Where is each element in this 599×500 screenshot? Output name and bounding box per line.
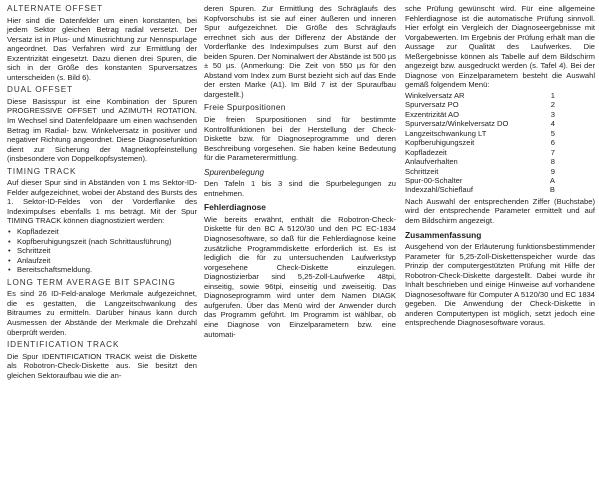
paragraph-identification-track: Die Spur IDENTIFICATION TRACK weist die Diskette als Robotron-Check-Diskette aus. Sie besitzt den gleichen Sektoraufbau wie die an-	[7, 351, 197, 380]
menu-code: B	[549, 185, 555, 195]
heading-identification-track: IDENTIFICATION TRACK	[7, 340, 120, 350]
menu-label: Spur-00-Schalter	[405, 176, 463, 185]
heading-zusammenfassung: Zusammenfassung	[405, 229, 482, 240]
paragraph-continuation: deren Spuren. Zur Ermittlung des Schräglaufs des Kopfvorschubs ist sie auf einer äußeren und inneren Spur aufgezeichnet. Die Größe des Schräglaufs errechnet sich aus der Differenz der Abstände der Vorderflanke des Indeximpulses zum Burst auf den beiden Spuren. Der Nominalwert der Abstände ist 500 µs ± 50 µs. (Anmerkung: Die Zeit von 550 µs für den Abstand vom Index zum Burst bezieht sich auf das Ende der ersten Marke (A1). Im Bild 7 ist der Spuraufbau dargestellt.)	[204, 4, 396, 99]
heading-timing-track: TIMING TRACK	[7, 166, 77, 176]
menu-label: Anlaufverhalten	[405, 157, 458, 167]
table-row	[405, 119, 555, 128]
menu-code: 2	[550, 100, 555, 110]
menu-label: Langzeitschwankung LT	[405, 128, 487, 138]
menu-label: Kopfladezeit	[405, 147, 447, 157]
menu-code: 3	[550, 109, 555, 119]
paragraph-alternate-offset: Hier sind die Datenfelder um einen konstanten, bei jedem Sektor gleichen Betrag radial versetzt. Der Versatz ist in Plus- und Minusrichtung zur Nennspurlage angeordnet. Das Verfahren wird zur Ermittlung der Exzentrizität eingesetzt. Dazu dienen drei Spuren, die sich in der Größe des konstanten Spurversatzes unterscheiden (s. Bild 6).	[7, 15, 197, 82]
paragraph-after-menu: Nach Auswahl der entsprechenden Ziffer (Buchstabe) wird der entsprechende Parameter ermittelt und auf dem Bildschirm angezeigt.	[405, 196, 595, 225]
table-row	[405, 157, 555, 166]
paragraph-dual-offset: Diese Basisspur ist eine Kombination der Spuren PROGRESSIVE OFFSET und AZIMUTH ROTATION. Im Wechsel sind Datenfeldpaare um einen wachsenden Betrag im Radial- bzw. Winkelversatz in positiver und negativer Richtung angeordnet. Diese Diagnosefunktion dient zur Sicherung der Magnetkopfeinstellung (insbesondere von Doppelkopfsystemen).	[7, 96, 197, 164]
menu-label: Schrittzeit	[405, 166, 439, 176]
menu-code: 5	[550, 128, 555, 138]
menu-label: Spurversatz/Winkelversatz DO	[405, 119, 509, 129]
heading-fehlerdiagnose: Fehlerdiagnose	[204, 202, 266, 213]
heading-long-term: LONG TERM AVERAGE BIT SPACING	[7, 277, 176, 287]
table-row	[405, 138, 555, 147]
list-item: • Kopfladezeit	[17, 227, 197, 237]
table-row	[405, 185, 555, 194]
menu-code: 1	[550, 90, 555, 100]
column-right	[405, 4, 595, 329]
list-item: • Kopfberuhigungszeit (nach Schrittausführung)	[17, 237, 197, 247]
menu-label: Kopfberuhigungszeit	[405, 138, 475, 148]
heading-dual-offset: DUAL OFFSET	[7, 85, 74, 95]
paragraph-spurenbelegung: Den Tafeln 1 bis 3 sind die Spurbelegungen zu entnehmen.	[204, 179, 396, 198]
paragraph-zusammenfassung: Ausgehend von der Erläuterung funktionsbestimmender Parameter für 5,25-Zoll-Diskettenspeicher wurde das Prinzip der computergestützten Prüfung mit Hilfe der Robotron-Check-Diskette dargestellt. Dabei wurde ihr Inhalt beschrieben und einige Hinweise auf vorhandene Diagnosesoftware für Computer A 5120/30 und EC 1834 gegeben. Die Anwendung der Check-Diskette in anderen Computertypen ist möglich, setzt jedoch eine entsprechende Diagnosesoftware voraus.	[405, 242, 595, 328]
menu-label: Spurversatz PO	[405, 100, 459, 110]
menu-label: Indexzahl/Schieflauf	[405, 185, 473, 195]
heading-freie-spurpositionen: Freie Spurpositionen	[204, 103, 286, 113]
table-row	[405, 176, 555, 185]
list-item: • Anlaufzeit	[17, 256, 197, 266]
menu-code: A	[549, 176, 555, 185]
menu-label: Winkelversatz AR	[405, 90, 465, 100]
menu-code: 7	[550, 147, 555, 157]
timing-list	[7, 227, 197, 275]
paragraph-continuation: sche Prüfung gewünscht wird. Für eine allgemeine Fehlerdiagnose ist die automatische Prüfung sinnvoll. Hier erfolgt ein Vergleich der Diagnoseergebnisse mit Vorgabewerten. Im Ergebnis der Prüfung erhält man die Aussage zur Qualität des Laufwerkes. Die Meßergebnisse können als Tabelle auf dem Bildschirm angezeigt bzw. ausgedruckt werden (s. Tafel 4). Bei der Diagnose von Einzelparametern besteht die Auswahl gemäß folgendem Menü:	[405, 4, 595, 90]
list-item: • Schrittzeit	[17, 246, 197, 256]
table-row	[405, 167, 555, 176]
table-row	[405, 100, 555, 109]
menu-table	[405, 91, 555, 195]
menu-code: 9	[550, 166, 555, 176]
paragraph-freie-spurpositionen: Die freien Spurpositionen sind für bestimmte Kontrollfunktionen bei der Herstellung der Check-Diskette bzw. für Diagnoseprogramme und deren Beschreibung vorgesehen. Sie haben keine Bedeutung für die Parameterermittlung.	[204, 115, 396, 163]
table-row	[405, 129, 555, 138]
menu-code: 8	[550, 157, 555, 167]
paragraph-timing-track: Auf dieser Spur sind in Abständen von 1 ms Sektor-ID-Felder aufgezeichnet, wobei der Abstand des Bursts des 1. Sektor-ID-Feldes von der Vorderflanke des Indeximpulses ebenfalls 1 ms beträgt. Mit der Spur TIMING TRACK können diagnostiziert werden:	[7, 178, 197, 226]
paragraph-fehlerdiagnose: Wie bereits erwähnt, enthält die Robotron-Check-Diskette für den BC A 5120/30 und den PC EC-1834 Diagnosesoftware, so daß für die Fehlerdiagnose keine zusätzliche Programmdiskette erforderlich ist. Es ist lediglich die für zu untersuchenden Laufwerkstyp vorgesehene Check-Diskette einzulegen. Diagnostizierbar sind 5,25-Zoll-Laufwerke 48tpi, einseitig, sowie 96tpi, einseitig und zweiseitig. Das Diagnoseprogramm wird unter dem Namen DIAGK aufgerufen. Über das Menü wird der Anwender durch das Programm geführt. Im Programm ist wählbar, ob eine Diagnose von Einzelparametern bzw. eine automati-	[204, 214, 396, 339]
table-row	[405, 91, 555, 100]
menu-label: Exzentrizität AO	[405, 109, 460, 119]
heading-alternate-offset: ALTERNATE OFFSET	[7, 4, 103, 13]
column-middle	[204, 4, 396, 340]
menu-code: 6	[550, 138, 555, 148]
list-item: • Bereitschaftsmeldung.	[17, 265, 197, 275]
paragraph-long-term: Es sind 26 ID-Feld-analoge Merkmale aufgezeichnet, die es gestatten, die Langzeitschwankung des Bitraumes zu ermitteln. Darüber hinaus kann durch Ausmessen der Abstände der Merkmale die Drehzahl überprüft werden.	[7, 289, 197, 337]
table-row	[405, 110, 555, 119]
table-row	[405, 148, 555, 157]
menu-code: 4	[550, 119, 555, 129]
column-left	[7, 4, 197, 381]
heading-spurenbelegung: Spurenbelegung	[204, 167, 265, 177]
